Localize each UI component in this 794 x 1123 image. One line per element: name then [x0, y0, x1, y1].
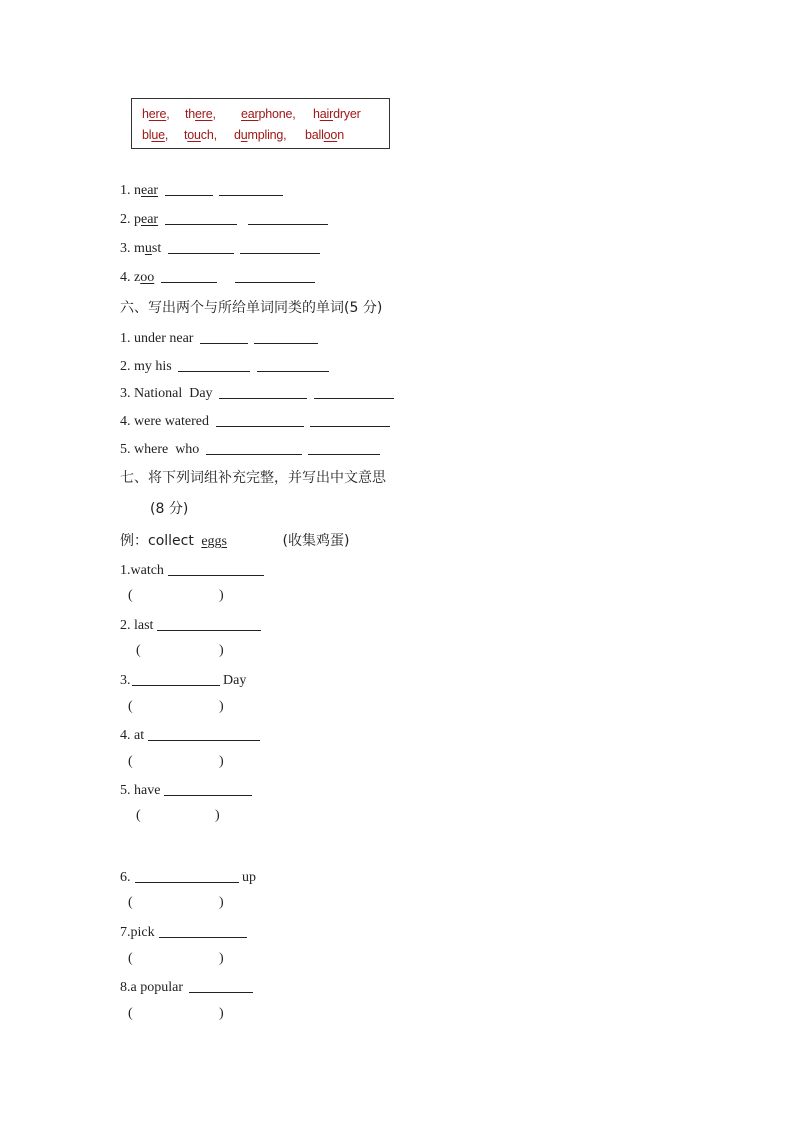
word-bank-word: here,	[142, 107, 170, 121]
answer-blank[interactable]	[310, 412, 390, 427]
word-bank-word: blue,	[142, 128, 169, 142]
word-bank-word: earphone,	[241, 107, 296, 121]
answer-blank[interactable]	[189, 978, 253, 993]
phonics-item-4: 4. zoo	[120, 268, 315, 286]
meaning-open-paren: (	[128, 588, 133, 603]
answer-blank[interactable]	[132, 671, 220, 686]
section-7-item-6: 6. up	[120, 870, 256, 885]
answer-blank[interactable]	[314, 384, 394, 399]
section-7-points: (8 分)	[150, 501, 189, 517]
phonics-item-3: 3. must	[120, 239, 320, 257]
section-7-example: 例：collect eggs (收集鸡蛋)	[120, 533, 350, 549]
meaning-open-paren: (	[128, 699, 133, 714]
answer-blank[interactable]	[257, 357, 329, 372]
meaning-close-paren: )	[219, 951, 224, 966]
section-7-item-3: 3. Day	[120, 673, 247, 688]
answer-blank[interactable]	[168, 561, 264, 576]
answer-blank[interactable]	[178, 357, 250, 372]
answer-blank[interactable]	[157, 616, 261, 631]
meaning-open-paren: (	[136, 643, 141, 658]
phonics-item-2: 2. pear	[120, 210, 328, 228]
phonics-item-1: 1. near	[120, 181, 283, 199]
meaning-open-paren: (	[136, 808, 141, 823]
section-6-title: 六、写出两个与所给单词同类的单词(5 分)	[120, 300, 383, 316]
section-6-item-4: 4. were watered	[120, 412, 390, 430]
word-bank-word: dumpling,	[234, 128, 287, 142]
word-bank-word: balloon	[305, 128, 344, 142]
answer-blank[interactable]	[219, 181, 283, 196]
section-7-item-2: 2. last	[120, 616, 261, 634]
meaning-close-paren: )	[215, 808, 220, 823]
section-7-item-5: 5. have	[120, 781, 252, 799]
section-6-item-2: 2. my his	[120, 357, 329, 375]
answer-blank[interactable]	[240, 239, 320, 254]
meaning-close-paren: )	[219, 643, 224, 658]
answer-blank[interactable]	[200, 329, 248, 344]
meaning-close-paren: )	[219, 588, 224, 603]
section-7-item-1: 1.watch	[120, 561, 264, 579]
word-bank-box	[131, 98, 390, 149]
section-7-item-4: 4. at	[120, 726, 260, 744]
answer-blank[interactable]	[248, 210, 328, 225]
section-6-item-3: 3. National Day	[120, 384, 394, 402]
answer-blank[interactable]	[216, 412, 304, 427]
section-6-item-5: 5. where who	[120, 440, 380, 458]
section-7-item-8: 8.a popular	[120, 978, 253, 996]
meaning-open-paren: (	[128, 1006, 133, 1021]
meaning-open-paren: (	[128, 895, 133, 910]
word-bank-word: there,	[185, 107, 216, 121]
answer-blank[interactable]	[206, 440, 302, 455]
meaning-open-paren: (	[128, 951, 133, 966]
meaning-open-paren: (	[128, 754, 133, 769]
answer-blank[interactable]	[135, 868, 239, 883]
word-bank-word: touch,	[184, 128, 217, 142]
answer-blank[interactable]	[148, 726, 260, 741]
answer-blank[interactable]	[164, 781, 252, 796]
answer-blank[interactable]	[159, 923, 247, 938]
answer-blank[interactable]	[219, 384, 307, 399]
answer-blank[interactable]	[161, 268, 217, 283]
meaning-close-paren: )	[219, 754, 224, 769]
section-7-item-7: 7.pick	[120, 923, 247, 941]
word-bank-word: hairdryer	[313, 107, 361, 121]
answer-blank[interactable]	[165, 210, 237, 225]
meaning-close-paren: )	[219, 1006, 224, 1021]
section-7-title: 七、将下列词组补充完整，并写出中文意思	[120, 470, 386, 486]
meaning-close-paren: )	[219, 699, 224, 714]
meaning-close-paren: )	[219, 895, 224, 910]
section-6-item-1: 1. under near	[120, 329, 318, 347]
answer-blank[interactable]	[254, 329, 318, 344]
answer-blank[interactable]	[165, 181, 213, 196]
answer-blank[interactable]	[235, 268, 315, 283]
answer-blank[interactable]	[168, 239, 234, 254]
answer-blank[interactable]	[308, 440, 380, 455]
